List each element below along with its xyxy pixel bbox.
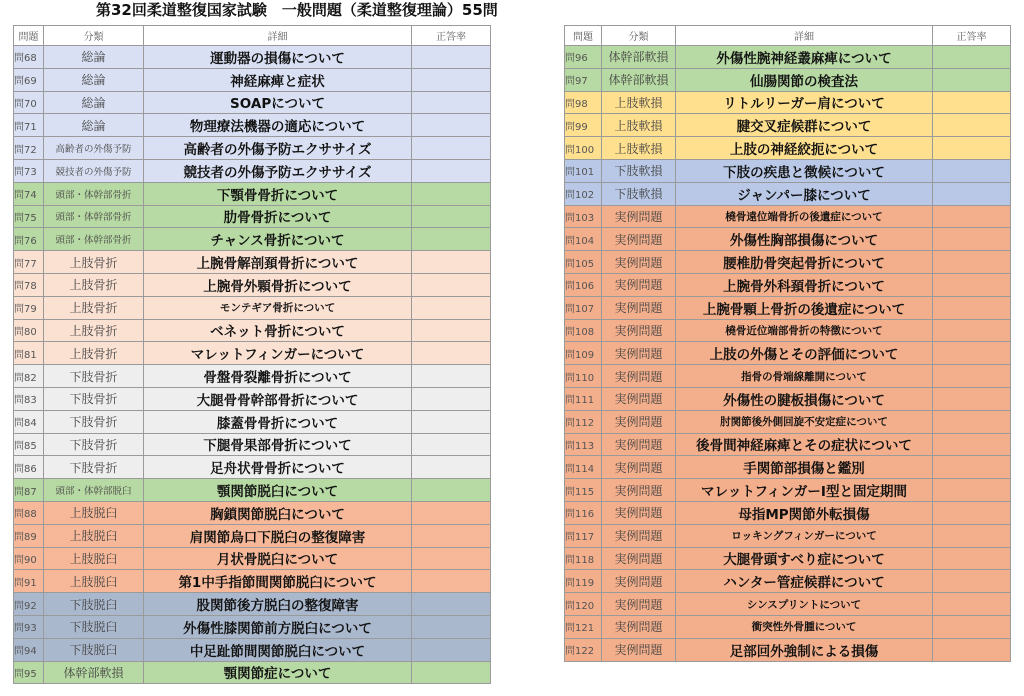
table-row: [565, 91, 1011, 114]
detail-cell: 上腕骨外科頚骨折について: [676, 273, 933, 296]
detail-cell: 下肢の疾患と徴候について: [676, 159, 933, 182]
detail-cell: 母指MP関節外転損傷: [676, 501, 933, 524]
header-rate: 正答率: [933, 26, 1011, 46]
category-cell: 実例問題: [602, 547, 676, 570]
detail-cell: 大腿骨頭すべり症について: [676, 547, 933, 570]
table-row: [565, 296, 1011, 319]
question-number-cell: 問73: [14, 159, 44, 182]
question-number-cell: 問98: [565, 91, 602, 114]
question-number-cell: 問109: [565, 342, 602, 365]
header-detail: 詳細: [676, 26, 933, 46]
correct-rate-cell: [412, 342, 491, 365]
category-cell: 下肢軟損: [602, 182, 676, 205]
correct-rate-cell: [933, 410, 1011, 433]
detail-cell: 指骨の骨端線離開について: [676, 365, 933, 388]
category-cell: 実例問題: [602, 615, 676, 638]
question-number-cell: 問88: [14, 501, 44, 524]
category-cell: 実例問題: [602, 342, 676, 365]
table-row: [14, 638, 491, 661]
category-cell: 上肢骨折: [44, 319, 144, 342]
correct-rate-cell: [412, 501, 491, 524]
correct-rate-cell: [933, 456, 1011, 479]
correct-rate-cell: [412, 547, 491, 570]
question-number-cell: 問115: [565, 479, 602, 502]
detail-cell: 下腿骨果部骨折について: [144, 433, 412, 456]
correct-rate-cell: [933, 615, 1011, 638]
correct-rate-cell: [933, 433, 1011, 456]
correct-rate-cell: [412, 91, 491, 114]
category-cell: 総論: [44, 91, 144, 114]
question-number-cell: 問75: [14, 205, 44, 228]
category-cell: 上肢骨折: [44, 342, 144, 365]
question-number-cell: 問108: [565, 319, 602, 342]
detail-cell: 運動器の損傷について: [144, 46, 412, 69]
category-cell: 総論: [44, 68, 144, 91]
category-cell: 実例問題: [602, 456, 676, 479]
detail-cell: 外傷性胸部損傷について: [676, 228, 933, 251]
category-cell: 実例問題: [602, 524, 676, 547]
correct-rate-cell: [412, 365, 491, 388]
correct-rate-cell: [412, 570, 491, 593]
table-row: [565, 114, 1011, 137]
category-cell: 頭部・体幹部骨折: [44, 205, 144, 228]
question-number-cell: 問119: [565, 570, 602, 593]
category-cell: 下肢骨折: [44, 387, 144, 410]
question-number-cell: 問93: [14, 615, 44, 638]
question-number-cell: 問83: [14, 387, 44, 410]
detail-cell: 第1中手指節間関節脱臼について: [144, 570, 412, 593]
detail-cell: 手関節部損傷と鑑別: [676, 456, 933, 479]
table-row: [14, 433, 491, 456]
question-number-cell: 問110: [565, 365, 602, 388]
question-number-cell: 問71: [14, 114, 44, 137]
table-row: [14, 342, 491, 365]
table-body-right: [565, 46, 1011, 662]
table-row: [14, 661, 491, 684]
correct-rate-cell: [933, 342, 1011, 365]
header-row: [565, 26, 1011, 46]
category-cell: 下肢骨折: [44, 365, 144, 388]
correct-rate-cell: [933, 570, 1011, 593]
table-row: [565, 593, 1011, 616]
detail-cell: 衝突性外骨腫について: [676, 615, 933, 638]
question-number-cell: 問74: [14, 182, 44, 205]
question-number-cell: 問80: [14, 319, 44, 342]
table-row: [14, 524, 491, 547]
correct-rate-cell: [933, 159, 1011, 182]
category-cell: 実例問題: [602, 479, 676, 502]
category-cell: 下肢軟損: [602, 159, 676, 182]
page-title: 第32回柔道整復国家試験 一般問題（柔道整復理論）55問: [96, 1, 498, 19]
correct-rate-cell: [412, 137, 491, 160]
table-row: [14, 479, 491, 502]
detail-cell: ベネット骨折について: [144, 319, 412, 342]
category-cell: 実例問題: [602, 296, 676, 319]
detail-cell: 顎関節脱臼について: [144, 479, 412, 502]
detail-cell: 上肢の外傷とその評価について: [676, 342, 933, 365]
detail-cell: 上肢の神経絞扼について: [676, 137, 933, 160]
table-row: [14, 501, 491, 524]
table-row: [565, 46, 1011, 69]
table-row: [14, 570, 491, 593]
correct-rate-cell: [933, 182, 1011, 205]
category-cell: 高齢者の外傷予防: [44, 137, 144, 160]
question-number-cell: 問95: [14, 661, 44, 684]
category-cell: 頭部・体幹部骨折: [44, 182, 144, 205]
question-number-cell: 問82: [14, 365, 44, 388]
table-row: [565, 410, 1011, 433]
category-cell: 実例問題: [602, 638, 676, 661]
header-category: 分類: [602, 26, 676, 46]
category-cell: 総論: [44, 46, 144, 69]
header-num: 問題: [565, 26, 602, 46]
table-row: [14, 159, 491, 182]
table-row: [14, 319, 491, 342]
correct-rate-cell: [933, 387, 1011, 410]
detail-cell: モンテギア骨折について: [144, 296, 412, 319]
question-number-cell: 問77: [14, 251, 44, 274]
correct-rate-cell: [412, 182, 491, 205]
table-row: [14, 205, 491, 228]
detail-cell: 肩関節烏口下脱臼の整復障害: [144, 524, 412, 547]
correct-rate-cell: [933, 547, 1011, 570]
table-row: [565, 365, 1011, 388]
detail-cell: 高齢者の外傷予防エクササイズ: [144, 137, 412, 160]
table-row: [14, 228, 491, 251]
category-cell: 上肢脱臼: [44, 501, 144, 524]
question-number-cell: 問84: [14, 410, 44, 433]
detail-cell: マレットフィンガーⅠ型と固定期間: [676, 479, 933, 502]
question-number-cell: 問112: [565, 410, 602, 433]
table-body-left: [14, 46, 491, 684]
question-number-cell: 問92: [14, 593, 44, 616]
category-cell: 実例問題: [602, 433, 676, 456]
question-number-cell: 問105: [565, 251, 602, 274]
table-row: [565, 205, 1011, 228]
table-row: [14, 46, 491, 69]
category-cell: 実例問題: [602, 205, 676, 228]
detail-cell: 腱交叉症候群について: [676, 114, 933, 137]
category-cell: 実例問題: [602, 319, 676, 342]
detail-cell: 後骨間神経麻痺とその症状について: [676, 433, 933, 456]
question-number-cell: 問89: [14, 524, 44, 547]
table-row: [14, 615, 491, 638]
table-row: [14, 593, 491, 616]
question-number-cell: 問111: [565, 387, 602, 410]
category-cell: 上肢脱臼: [44, 524, 144, 547]
question-number-cell: 問90: [14, 547, 44, 570]
table-row: [565, 273, 1011, 296]
question-number-cell: 問101: [565, 159, 602, 182]
question-number-cell: 問68: [14, 46, 44, 69]
detail-cell: リトルリーガー肩について: [676, 91, 933, 114]
category-cell: 競技者の外傷予防: [44, 159, 144, 182]
correct-rate-cell: [933, 273, 1011, 296]
category-cell: 下肢骨折: [44, 433, 144, 456]
category-cell: 体幹部軟損: [602, 46, 676, 69]
category-cell: 実例問題: [602, 501, 676, 524]
detail-cell: 足舟状骨骨折について: [144, 456, 412, 479]
correct-rate-cell: [933, 68, 1011, 91]
detail-cell: 大腿骨骨幹部骨折について: [144, 387, 412, 410]
question-number-cell: 問116: [565, 501, 602, 524]
table-row: [565, 68, 1011, 91]
question-number-cell: 問120: [565, 593, 602, 616]
table-row: [565, 501, 1011, 524]
category-cell: 下肢骨折: [44, 456, 144, 479]
question-number-cell: 問69: [14, 68, 44, 91]
table-row: [565, 456, 1011, 479]
question-number-cell: 問107: [565, 296, 602, 319]
category-cell: 実例問題: [602, 228, 676, 251]
correct-rate-cell: [412, 319, 491, 342]
detail-cell: 外傷性腕神経叢麻痺について: [676, 46, 933, 69]
category-cell: 上肢軟損: [602, 114, 676, 137]
detail-cell: 膝蓋骨骨折について: [144, 410, 412, 433]
table-row: [565, 479, 1011, 502]
question-number-cell: 問113: [565, 433, 602, 456]
question-number-cell: 問103: [565, 205, 602, 228]
question-number-cell: 問117: [565, 524, 602, 547]
correct-rate-cell: [412, 387, 491, 410]
table-row: [565, 228, 1011, 251]
correct-rate-cell: [933, 593, 1011, 616]
correct-rate-cell: [412, 205, 491, 228]
question-number-cell: 問72: [14, 137, 44, 160]
category-cell: 上肢軟損: [602, 137, 676, 160]
category-cell: 体幹部軟損: [44, 661, 144, 684]
question-number-cell: 問118: [565, 547, 602, 570]
detail-cell: 外傷性膝関節前方脱臼について: [144, 615, 412, 638]
detail-cell: 股関節後方脱臼の整復障害: [144, 593, 412, 616]
table-row: [14, 251, 491, 274]
correct-rate-cell: [412, 46, 491, 69]
question-number-cell: 問100: [565, 137, 602, 160]
category-cell: 上肢骨折: [44, 296, 144, 319]
detail-cell: ジャンパー膝について: [676, 182, 933, 205]
category-cell: 実例問題: [602, 410, 676, 433]
table-row: [14, 137, 491, 160]
detail-cell: 物理療法機器の適応について: [144, 114, 412, 137]
question-number-cell: 問94: [14, 638, 44, 661]
category-cell: 上肢脱臼: [44, 570, 144, 593]
correct-rate-cell: [412, 114, 491, 137]
question-number-cell: 問70: [14, 91, 44, 114]
detail-cell: 肋骨骨折について: [144, 205, 412, 228]
question-number-cell: 問78: [14, 273, 44, 296]
correct-rate-cell: [412, 524, 491, 547]
table-row: [565, 638, 1011, 661]
correct-rate-cell: [412, 456, 491, 479]
detail-cell: SOAPについて: [144, 91, 412, 114]
table-row: [14, 114, 491, 137]
detail-cell: 胸鎖関節脱臼について: [144, 501, 412, 524]
category-cell: 下肢脱臼: [44, 615, 144, 638]
question-number-cell: 問99: [565, 114, 602, 137]
question-number-cell: 問87: [14, 479, 44, 502]
correct-rate-cell: [412, 433, 491, 456]
detail-cell: 競技者の外傷予防エクササイズ: [144, 159, 412, 182]
detail-cell: 橈骨近位端部骨折の特徴について: [676, 319, 933, 342]
correct-rate-cell: [412, 410, 491, 433]
correct-rate-cell: [933, 251, 1011, 274]
category-cell: 下肢骨折: [44, 410, 144, 433]
category-cell: 下肢脱臼: [44, 638, 144, 661]
detail-cell: 腰椎肋骨突起骨折について: [676, 251, 933, 274]
question-number-cell: 問104: [565, 228, 602, 251]
header-row: [14, 26, 491, 46]
correct-rate-cell: [412, 615, 491, 638]
question-number-cell: 問122: [565, 638, 602, 661]
question-number-cell: 問106: [565, 273, 602, 296]
detail-cell: 上腕骨外顆骨折について: [144, 273, 412, 296]
detail-cell: 上腕骨解剖頚骨折について: [144, 251, 412, 274]
correct-rate-cell: [412, 273, 491, 296]
detail-cell: 顎関節症について: [144, 661, 412, 684]
detail-cell: 足部回外強制による損傷: [676, 638, 933, 661]
detail-cell: 仙腸関節の検査法: [676, 68, 933, 91]
correct-rate-cell: [933, 137, 1011, 160]
table-row: [14, 387, 491, 410]
correct-rate-cell: [933, 228, 1011, 251]
table-row: [565, 433, 1011, 456]
category-cell: 総論: [44, 114, 144, 137]
correct-rate-cell: [933, 501, 1011, 524]
table-row: [14, 296, 491, 319]
detail-cell: 神経麻痺と症状: [144, 68, 412, 91]
question-number-cell: 問96: [565, 46, 602, 69]
category-cell: 実例問題: [602, 365, 676, 388]
correct-rate-cell: [412, 251, 491, 274]
category-cell: 上肢骨折: [44, 251, 144, 274]
question-number-cell: 問81: [14, 342, 44, 365]
table-row: [14, 182, 491, 205]
table-row: [565, 137, 1011, 160]
table-row: [565, 524, 1011, 547]
detail-cell: 月状骨脱臼について: [144, 547, 412, 570]
table-row: [14, 410, 491, 433]
header-rate: 正答率: [412, 26, 491, 46]
table-row: [14, 273, 491, 296]
question-number-cell: 問121: [565, 615, 602, 638]
question-number-cell: 問102: [565, 182, 602, 205]
table-row: [565, 615, 1011, 638]
header-num: 問題: [14, 26, 44, 46]
category-cell: 下肢脱臼: [44, 593, 144, 616]
detail-cell: 肘関節後外側回旋不安定症について: [676, 410, 933, 433]
table-row: [14, 456, 491, 479]
detail-cell: ロッキングフィンガーについて: [676, 524, 933, 547]
detail-cell: 骨盤骨裂離骨折について: [144, 365, 412, 388]
detail-cell: 上腕骨顆上骨折の後遺症について: [676, 296, 933, 319]
correct-rate-cell: [933, 524, 1011, 547]
detail-cell: シンスプリントについて: [676, 593, 933, 616]
correct-rate-cell: [412, 593, 491, 616]
correct-rate-cell: [412, 296, 491, 319]
detail-cell: マレットフィンガーについて: [144, 342, 412, 365]
detail-cell: 外傷性の腱板損傷について: [676, 387, 933, 410]
correct-rate-cell: [933, 638, 1011, 661]
correct-rate-cell: [933, 296, 1011, 319]
table-row: [565, 182, 1011, 205]
table-row: [565, 342, 1011, 365]
category-cell: 頭部・体幹部骨折: [44, 228, 144, 251]
detail-cell: ハンター管症候群について: [676, 570, 933, 593]
correct-rate-cell: [933, 479, 1011, 502]
detail-cell: チャンス骨折について: [144, 228, 412, 251]
question-number-cell: 問79: [14, 296, 44, 319]
category-cell: 実例問題: [602, 593, 676, 616]
correct-rate-cell: [933, 91, 1011, 114]
category-cell: 頭部・体幹部脱臼: [44, 479, 144, 502]
category-cell: 実例問題: [602, 387, 676, 410]
category-cell: 体幹部軟損: [602, 68, 676, 91]
table-row: [565, 159, 1011, 182]
question-number-cell: 問114: [565, 456, 602, 479]
correct-rate-cell: [933, 205, 1011, 228]
table-row: [565, 319, 1011, 342]
table-row: [565, 251, 1011, 274]
category-cell: 上肢骨折: [44, 273, 144, 296]
correct-rate-cell: [933, 114, 1011, 137]
table-row: [565, 570, 1011, 593]
detail-cell: 下顎骨骨折について: [144, 182, 412, 205]
category-cell: 実例問題: [602, 570, 676, 593]
category-cell: 上肢脱臼: [44, 547, 144, 570]
table-row: [565, 387, 1011, 410]
category-cell: 上肢軟損: [602, 91, 676, 114]
table-row: [14, 547, 491, 570]
table-row: [14, 91, 491, 114]
table-row: [565, 547, 1011, 570]
question-number-cell: 問91: [14, 570, 44, 593]
category-cell: 実例問題: [602, 273, 676, 296]
correct-rate-cell: [412, 228, 491, 251]
question-table-right: [564, 25, 1011, 662]
correct-rate-cell: [412, 479, 491, 502]
detail-cell: 中足趾節間関節脱臼について: [144, 638, 412, 661]
correct-rate-cell: [412, 661, 491, 684]
correct-rate-cell: [933, 46, 1011, 69]
detail-cell: 橈骨遠位端骨折の後遺症について: [676, 205, 933, 228]
question-number-cell: 問85: [14, 433, 44, 456]
question-number-cell: 問86: [14, 456, 44, 479]
question-number-cell: 問76: [14, 228, 44, 251]
table-row: [14, 68, 491, 91]
correct-rate-cell: [933, 365, 1011, 388]
category-cell: 実例問題: [602, 251, 676, 274]
correct-rate-cell: [933, 319, 1011, 342]
correct-rate-cell: [412, 159, 491, 182]
table-row: [14, 365, 491, 388]
header-category: 分類: [44, 26, 144, 46]
question-number-cell: 問97: [565, 68, 602, 91]
correct-rate-cell: [412, 68, 491, 91]
correct-rate-cell: [412, 638, 491, 661]
header-detail: 詳細: [144, 26, 412, 46]
question-table-left: [13, 25, 491, 684]
